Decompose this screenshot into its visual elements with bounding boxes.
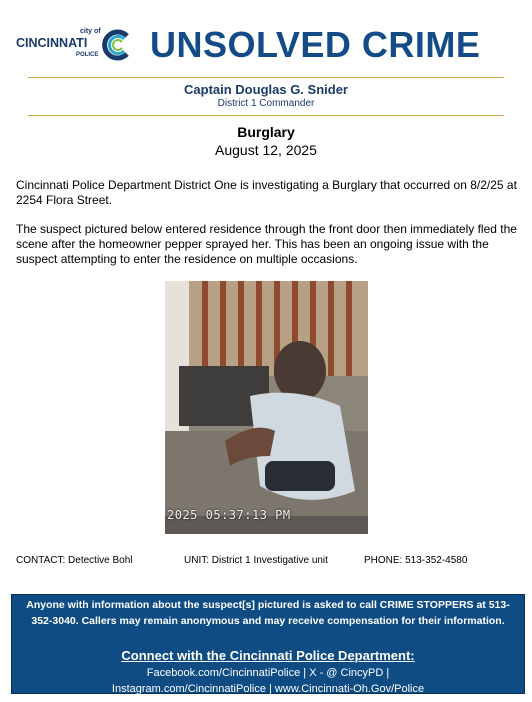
- header: [0, 0, 532, 75]
- social-links: [12, 665, 524, 697]
- connect-heading: Connect with the Cincinnati Police Department:: [121, 648, 415, 663]
- logo-police: POLICE: [76, 52, 99, 58]
- logo-c-icon: [100, 28, 134, 62]
- camera-timestamp: 2025 05:37:13 PM: [167, 508, 291, 522]
- social-links-line-1[interactable]: Facebook.com/CincinnatiPolice | X - @ CincyPD |: [146, 667, 390, 679]
- contact-phone: PHONE: 513-352-4580: [364, 555, 468, 566]
- commander-name: Captain Douglas G. Snider: [184, 82, 348, 97]
- incident-paragraph: Cincinnati Police Department District One is investigating a Burglary that occurred on 8/2/25 at 2254 Flora Street.: [16, 178, 517, 207]
- suspect-paragraph: The suspect pictured below entered residence through the front door then immediately fled the scene after the homeowner pepper sprayed her. This has been an ongoing issue with the suspect attempting to enter the residence on multiple occasions.: [16, 222, 517, 266]
- footer-banner: [11, 594, 525, 694]
- crime-date: August 12, 2025: [215, 142, 317, 158]
- logo-city-of: city of: [80, 28, 101, 35]
- contact-unit: UNIT: District 1 Investigative unit: [184, 555, 328, 566]
- social-links-line-2[interactable]: Instagram.com/CincinnatiPolice | www.Cincinnati-Oh.Gov/Police: [111, 683, 425, 695]
- commander-role: District 1 Commander: [217, 98, 315, 109]
- divider-bottom: [28, 115, 504, 116]
- cincinnati-police-logo: [16, 28, 136, 68]
- page-title: UNSOLVED CRIME: [150, 24, 481, 65]
- divider-top: [28, 77, 504, 78]
- contact-detective: CONTACT: Detective Bohl: [16, 555, 133, 566]
- logo-name: CINCINNATI: [16, 36, 88, 50]
- surveillance-image: [165, 281, 368, 534]
- suspect-photo: [165, 281, 368, 534]
- crime-stoppers-notice: Anyone with information about the suspect[s] pictured is asked to call CRIME STOPPERS at 513-352-3040. Callers may remain anonymous and may receive compensation for their information.: [26, 599, 510, 627]
- crime-type: Burglary: [237, 124, 295, 140]
